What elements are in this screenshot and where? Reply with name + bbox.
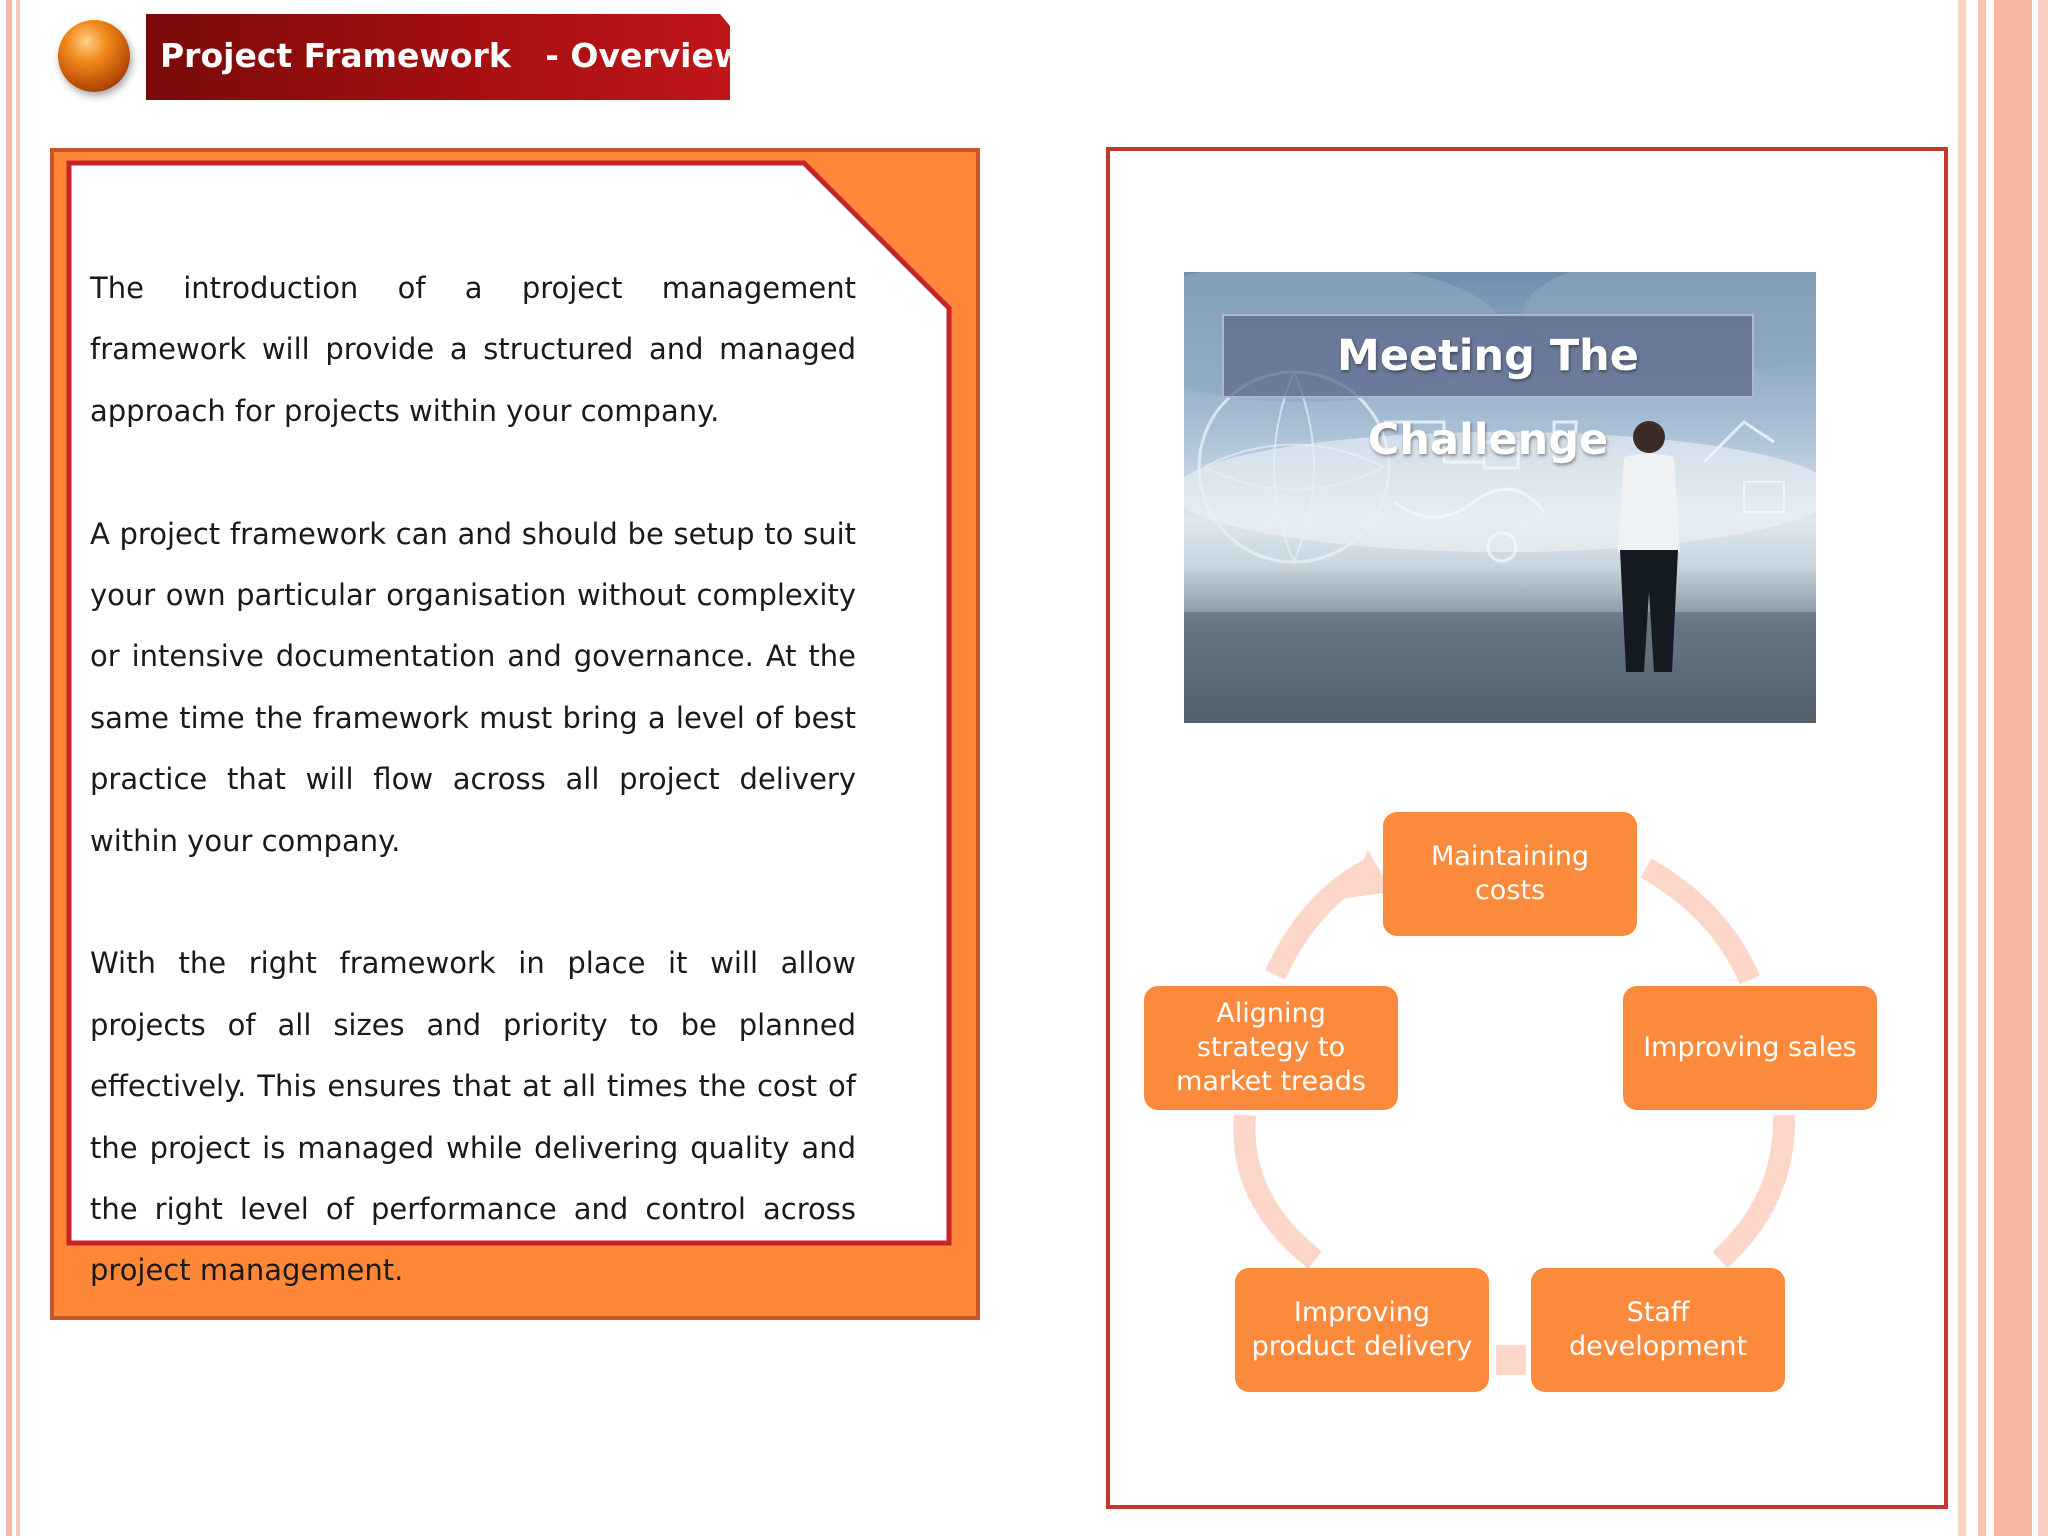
- cycle-arc-4: [1244, 1115, 1315, 1260]
- cycle-node-improving-product-delivery: Improving product delivery: [1235, 1268, 1489, 1392]
- photo-caption: Meeting The Challenge: [1337, 331, 1639, 465]
- intro-paragraph-1: The introduction of a project management framework will provide a structured and managed approach for projects within your company.: [90, 271, 856, 428]
- cycle-node-improving-sales: Improving sales: [1623, 986, 1877, 1110]
- cycle-arc-2: [1720, 1115, 1784, 1260]
- cycle-node-aligning-strategy: Aligning strategy to market treads: [1144, 986, 1398, 1110]
- cycle-node-staff-development: Staff development: [1531, 1268, 1785, 1392]
- cycle-arc-1: [1646, 868, 1750, 980]
- intro-paragraph-3: With the right framework in place it will allow projects of all sizes and priority to be planned effectively. This ensures that at all times the cost of the project is managed while delivering quality and the right level of performance and control across project management.: [90, 946, 856, 1288]
- cycle-node-maintaining-costs: Maintaining costs: [1383, 812, 1637, 936]
- challenge-photo: [1184, 272, 1816, 723]
- intro-text: [90, 258, 856, 1302]
- right-page-border: [1958, 0, 2048, 1536]
- cycle-arc-3: [1496, 1345, 1526, 1375]
- orange-orb-icon: [58, 20, 130, 92]
- intro-paragraph-2: A project framework can and should be setup to suit your own particular organisation without complexity or intensive documentation and governance. At the same time the framework must bring a level of best practice that will flow across all project delivery within your company.: [90, 516, 856, 858]
- page-title: Project Framework - Overview: [160, 36, 745, 75]
- left-page-border: [0, 0, 26, 1536]
